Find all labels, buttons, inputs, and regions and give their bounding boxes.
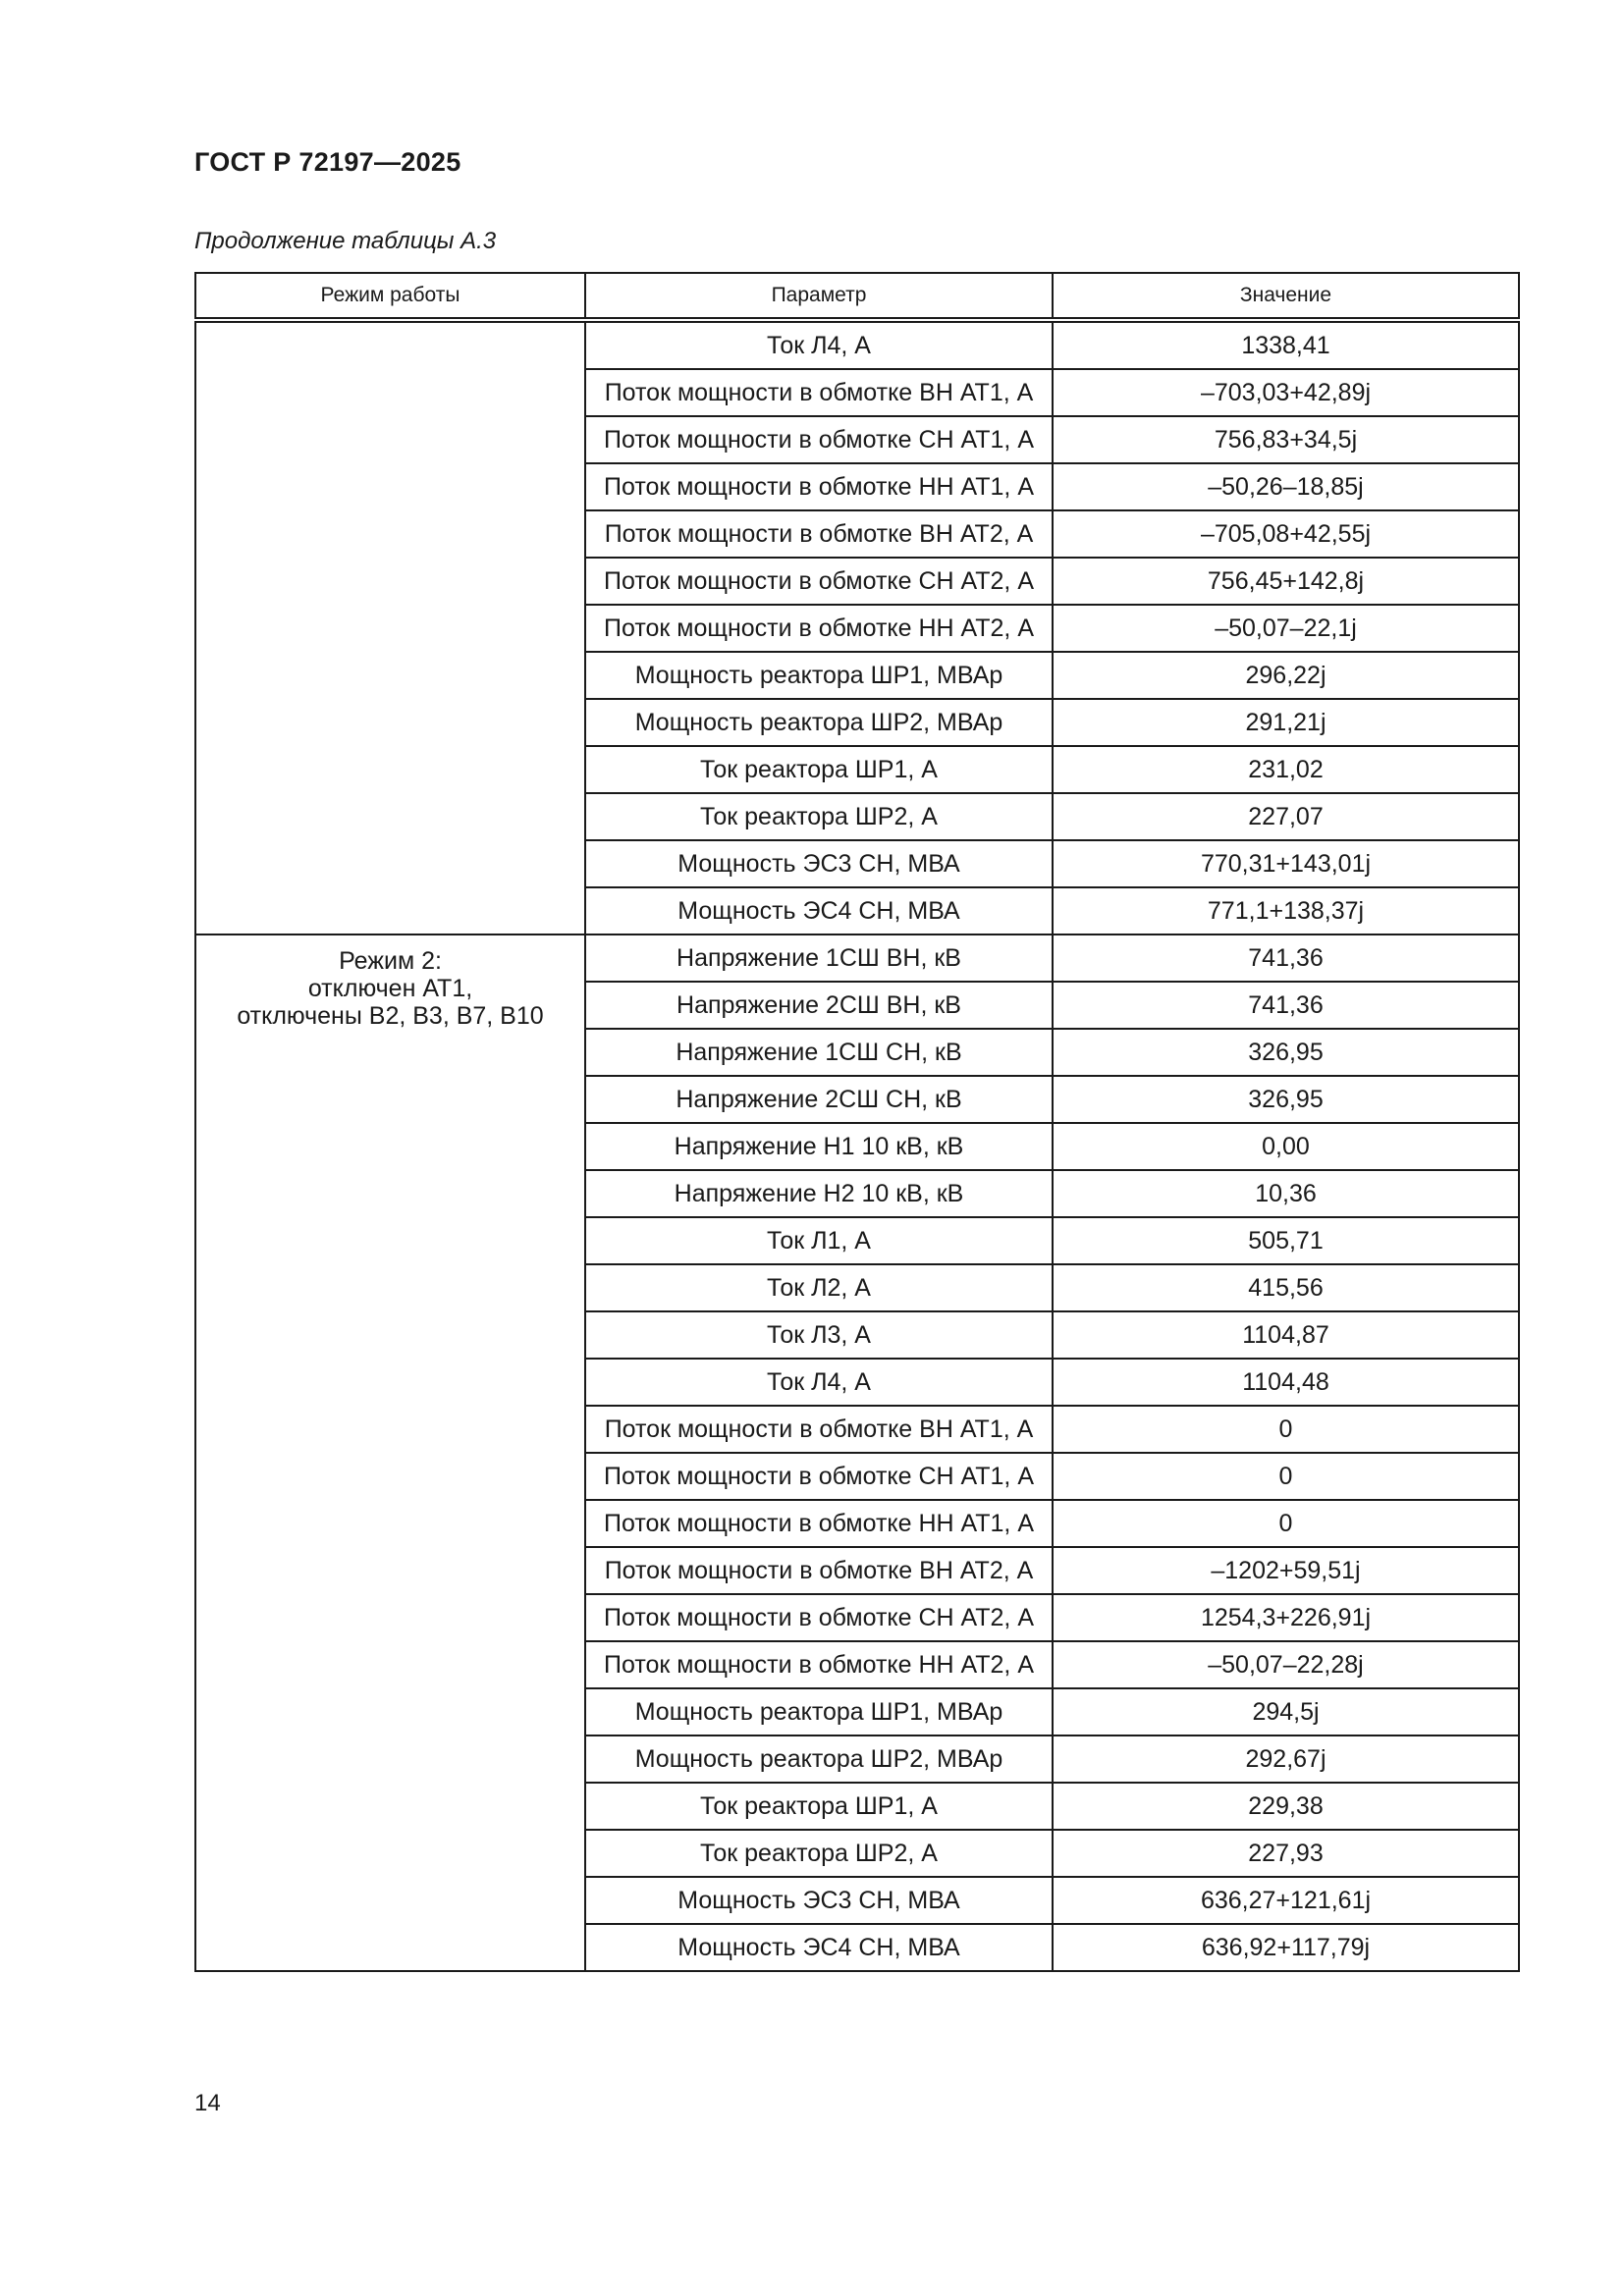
parameter-cell: Ток Л4, А (585, 320, 1053, 369)
mode-description-line: отключены В2, В3, В7, В10 (237, 1002, 544, 1030)
value-cell: 756,45+142,8j (1053, 558, 1519, 605)
value-cell: –703,03+42,89j (1053, 369, 1519, 416)
value-cell: 231,02 (1053, 746, 1519, 793)
parameter-cell: Поток мощности в обмотке НН АТ2, А (585, 1641, 1053, 1688)
mode-description-line: Режим 2: (339, 947, 442, 975)
parameter-cell: Ток Л1, А (585, 1217, 1053, 1264)
table-row (195, 934, 1519, 982)
value-cell: 292,67j (1053, 1735, 1519, 1783)
parameter-cell: Мощность ЭС4 СН, МВА (585, 1924, 1053, 1971)
value-cell: 296,22j (1053, 652, 1519, 699)
value-cell: 1254,3+226,91j (1053, 1594, 1519, 1641)
parameter-cell: Ток реактора ШР2, А (585, 1830, 1053, 1877)
parameter-cell: Мощность реактора ШР1, МВАр (585, 652, 1053, 699)
parameter-cell: Поток мощности в обмотке СН АТ1, А (585, 416, 1053, 463)
parameter-cell: Ток реактора ШР1, А (585, 746, 1053, 793)
parameter-cell: Поток мощности в обмотке ВН АТ2, А (585, 1547, 1053, 1594)
page-number: 14 (194, 2090, 221, 2116)
parameter-cell: Напряжение 1СШ СН, кВ (585, 1029, 1053, 1076)
parameter-cell: Мощность ЭС3 СН, МВА (585, 1877, 1053, 1924)
value-cell: 771,1+138,37j (1053, 887, 1519, 934)
value-cell: –50,07–22,1j (1053, 605, 1519, 652)
value-cell: 415,56 (1053, 1264, 1519, 1311)
value-cell: 10,36 (1053, 1170, 1519, 1217)
parameter-cell: Поток мощности в обмотке СН АТ1, А (585, 1453, 1053, 1500)
parameter-cell: Напряжение 2СШ СН, кВ (585, 1076, 1053, 1123)
parameter-cell: Поток мощности в обмотке НН АТ2, А (585, 605, 1053, 652)
value-cell: 741,36 (1053, 934, 1519, 982)
parameter-cell: Поток мощности в обмотке ВН АТ1, А (585, 1406, 1053, 1453)
table-caption: Продолжение таблицы А.3 (194, 228, 497, 254)
parameter-cell: Мощность ЭС4 СН, МВА (585, 887, 1053, 934)
value-cell: 0 (1053, 1406, 1519, 1453)
parameters-table (194, 272, 1520, 1972)
parameter-cell: Поток мощности в обмотке ВН АТ2, А (585, 510, 1053, 558)
parameter-cell: Ток Л4, А (585, 1359, 1053, 1406)
parameter-cell: Напряжение 1СШ ВН, кВ (585, 934, 1053, 982)
value-cell: 227,93 (1053, 1830, 1519, 1877)
value-cell: 1338,41 (1053, 320, 1519, 369)
parameter-cell: Напряжение Н2 10 кВ, кВ (585, 1170, 1053, 1217)
value-cell: 227,07 (1053, 793, 1519, 840)
mode-cell (195, 934, 585, 1971)
value-cell: 291,21j (1053, 699, 1519, 746)
column-header-mode: Режим работы (195, 273, 585, 320)
value-cell: 294,5j (1053, 1688, 1519, 1735)
mode-cell (195, 320, 585, 934)
value-cell: 1104,87 (1053, 1311, 1519, 1359)
value-cell: 1104,48 (1053, 1359, 1519, 1406)
document-code: ГОСТ Р 72197—2025 (194, 147, 461, 177)
value-cell: 0 (1053, 1453, 1519, 1500)
value-cell: –1202+59,51j (1053, 1547, 1519, 1594)
table-row (195, 320, 1519, 369)
parameter-cell: Напряжение 2СШ ВН, кВ (585, 982, 1053, 1029)
value-cell: 770,31+143,01j (1053, 840, 1519, 887)
table-body (195, 320, 1519, 1971)
parameter-cell: Мощность реактора ШР2, МВАр (585, 699, 1053, 746)
parameter-cell: Поток мощности в обмотке ВН АТ1, А (585, 369, 1053, 416)
value-cell: 326,95 (1053, 1076, 1519, 1123)
value-cell: 756,83+34,5j (1053, 416, 1519, 463)
header-row (195, 273, 1519, 320)
column-header-value: Значение (1053, 273, 1519, 320)
value-cell: 229,38 (1053, 1783, 1519, 1830)
value-cell: 0 (1053, 1500, 1519, 1547)
value-cell: –50,07–22,28j (1053, 1641, 1519, 1688)
parameter-cell: Поток мощности в обмотке СН АТ2, А (585, 1594, 1053, 1641)
parameter-cell: Ток реактора ШР2, А (585, 793, 1053, 840)
value-cell: 326,95 (1053, 1029, 1519, 1076)
parameter-cell: Ток Л3, А (585, 1311, 1053, 1359)
parameter-cell: Мощность ЭС3 СН, МВА (585, 840, 1053, 887)
parameter-cell: Поток мощности в обмотке СН АТ2, А (585, 558, 1053, 605)
value-cell: 636,27+121,61j (1053, 1877, 1519, 1924)
parameter-cell: Ток реактора ШР1, А (585, 1783, 1053, 1830)
parameter-cell: Поток мощности в обмотке НН АТ1, А (585, 1500, 1053, 1547)
value-cell: 0,00 (1053, 1123, 1519, 1170)
value-cell: 505,71 (1053, 1217, 1519, 1264)
parameter-cell: Напряжение Н1 10 кВ, кВ (585, 1123, 1053, 1170)
mode-description-line: отключен АТ1, (307, 975, 473, 1002)
parameter-cell: Поток мощности в обмотке НН АТ1, А (585, 463, 1053, 510)
value-cell: –50,26–18,85j (1053, 463, 1519, 510)
value-cell: 741,36 (1053, 982, 1519, 1029)
parameter-cell: Мощность реактора ШР1, МВАр (585, 1688, 1053, 1735)
table-header (195, 273, 1519, 320)
column-header-parameter: Параметр (585, 273, 1053, 320)
value-cell: –705,08+42,55j (1053, 510, 1519, 558)
parameter-cell: Ток Л2, А (585, 1264, 1053, 1311)
value-cell: 636,92+117,79j (1053, 1924, 1519, 1971)
parameter-cell: Мощность реактора ШР2, МВАр (585, 1735, 1053, 1783)
